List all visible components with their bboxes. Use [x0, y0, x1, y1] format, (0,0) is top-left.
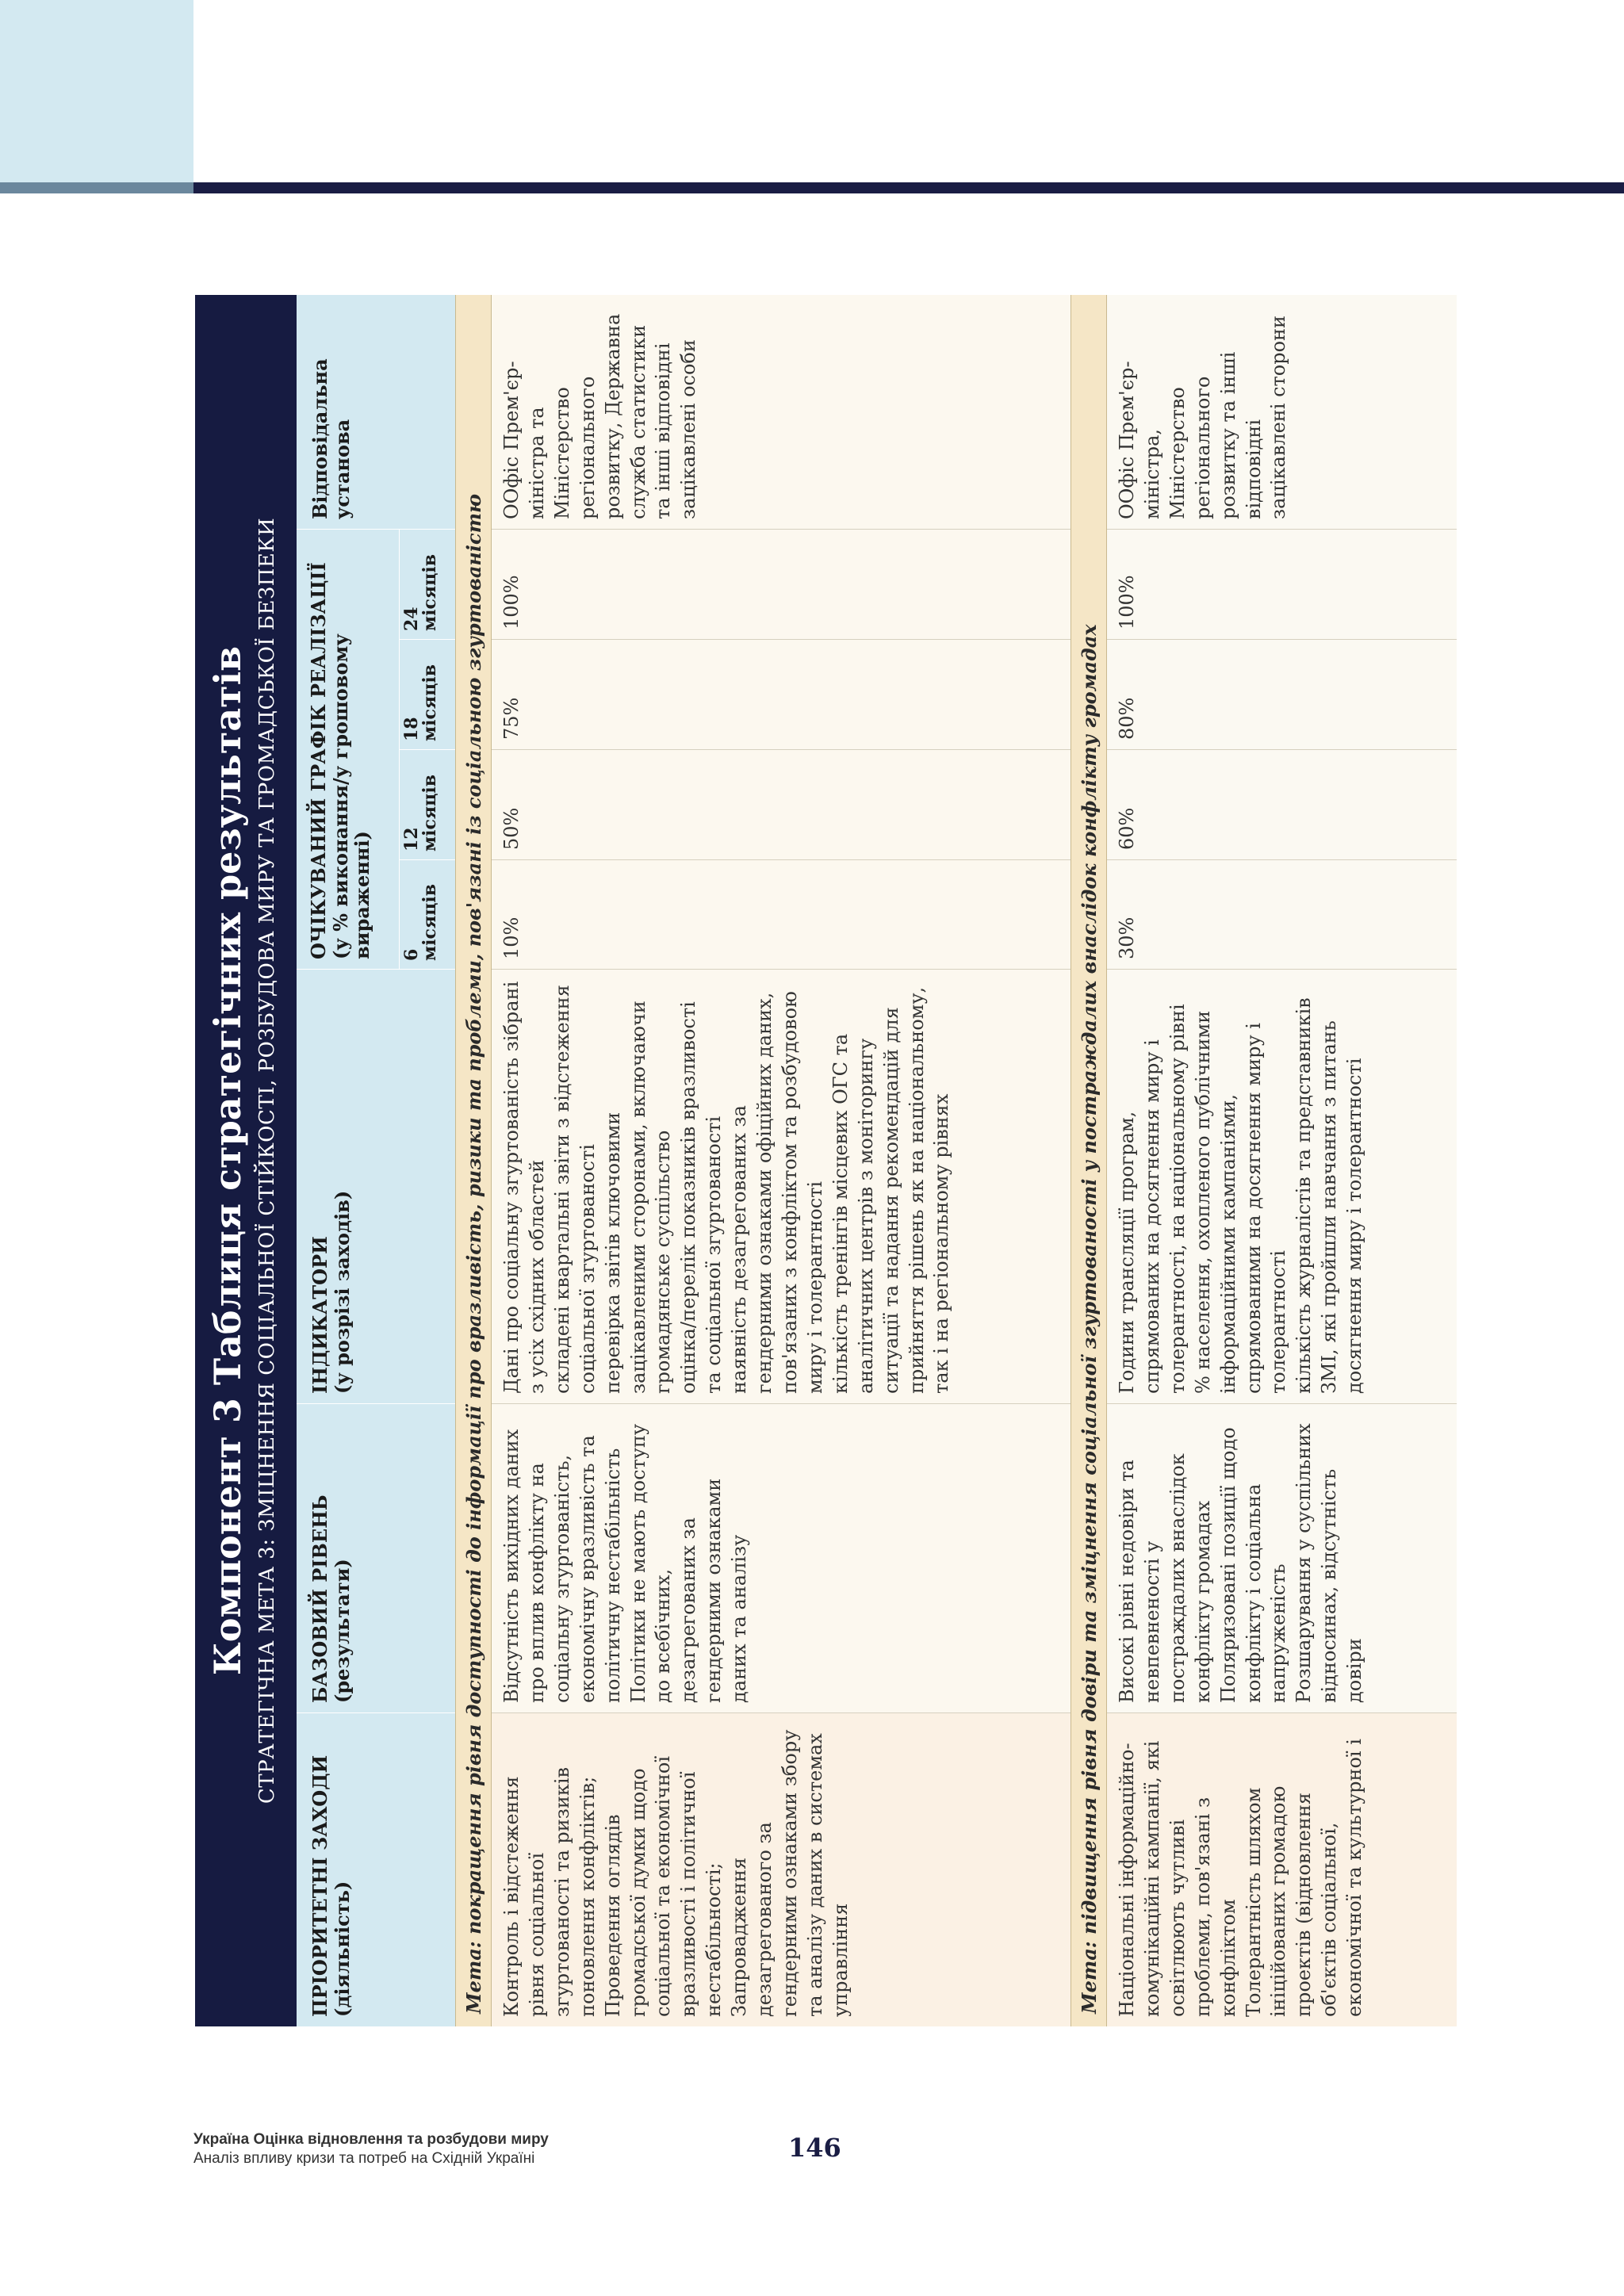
header-responsible: Відповідальна установа	[308, 358, 354, 519]
baseline-item: Відсутність вихідних даних про вплив конфлікту на соціальну згуртованість, економічну вразливість та політичну нестабільність	[500, 1429, 624, 1703]
table-row	[492, 295, 1071, 2026]
baseline-item: Політики не мають доступу до всебічних, дезагрегованих за гендерними ознаками даних та аналізу	[626, 1423, 751, 1703]
priority-item: Толерантність шляхом ініційованих громадою проектів (відновлення об'єктів соціальної, економічної та культурної і	[1242, 1739, 1366, 2017]
indicator-item: Дані про соціальну згуртованість зібрані з усіх східних областей	[500, 981, 548, 1394]
indicator-item: перевірка звітів ключовими зацікавленими сторонами, включаючи громадянське суспільство	[601, 1001, 675, 1394]
header-baseline-label: БАЗОВИЙ РІВЕНЬ	[308, 1494, 331, 1703]
header-schedule-label: ОЧІКУВАНИЙ ГРАФІК РЕАЛІЗАЦІЇ	[307, 562, 330, 959]
cell-responsible: ООфіс Прем'єр-міністра та Міністерство регіонального розвитку, Державна служба статистики та інші відповідні зацікавлені особи	[500, 313, 700, 519]
indicator-item: оцінка/перелік показників вразливості та соціальної згуртованості	[677, 1001, 726, 1394]
table-row	[1107, 295, 1457, 2026]
goal-row-1: Мета: покращення рівня доступності до інформації про вразливість, ризики та проблеми, пов'язані із соціальною згуртованістю	[455, 295, 492, 2026]
header-indicators-sub: (у розрізі заходів)	[330, 1190, 354, 1394]
priority-item: Проведення оглядів громадської думки щодо соціальної та економічної вразливості і політичної нестабільності;	[601, 1755, 726, 2017]
priority-item: Національні інформаційно-комунікаційні кампанії, які освітлюють чутливі проблеми, пов'язані з конфліктом	[1116, 1740, 1239, 2017]
header-indicators-label: ІНДИКАТОРИ	[308, 1236, 331, 1394]
header-indicators	[297, 969, 455, 1403]
header-schedule	[297, 529, 455, 969]
priority-item: Запровадження дезагрегованого за гендерними ознаками збору та аналізу даних в системах управління	[728, 1729, 852, 2017]
priority-item: Контроль і відстеження рівня соціальної згуртованості та ризиків поновлення конфліктів;	[500, 1766, 599, 2017]
cell-month-12: 60%	[1107, 749, 1457, 859]
cell-baseline	[1107, 1403, 1457, 1712]
baseline-item: Високі рівні недовіри та невпевненості у постраждалих внаслідок конфлікту громадах	[1116, 1453, 1214, 1703]
indicator-item: % населення, охопленого публічними інформаційними кампаніями, спрямованими на досягнення миру і толерантності	[1191, 1010, 1290, 1394]
header-month-12: 12 місяців	[400, 749, 455, 859]
indicator-item: кількість журналістів та представників ЗМІ, які пройшли навчання з питань досягнення миру і толерантності	[1293, 997, 1366, 1394]
baseline-item: Поляризовані позиції щодо конфлікту і соціальна напруженість	[1216, 1427, 1290, 1703]
table-title: Компонент 3 Таблиця стратегічних результатів	[206, 645, 249, 1676]
cell-month-6: 30%	[1107, 859, 1457, 969]
header-priority	[297, 1712, 455, 2026]
cell-responsible: ООфіс Прем'єр-міністра, Міністерство регіонального розвитку та інші відповідні зацікавлені сторони	[1116, 315, 1290, 519]
cell-month-18: 80%	[1107, 639, 1457, 749]
indicator-item: кількість тренінгів місцевих ОГС та аналітичних центрів з моніторингу ситуації та надання рекомендацій для прийняття рішень як на національному, так і на регіональному рівнях	[829, 986, 953, 1394]
header-priority-label: ПРІОРИТЕТНІ ЗАХОДИ	[308, 1755, 331, 2017]
header-bar-left	[0, 182, 193, 193]
strategic-results-table	[195, 295, 1457, 2026]
cell-priority	[1107, 1712, 1457, 2026]
cell-priority	[492, 1712, 1071, 2026]
header-month-24: 24 місяців	[400, 529, 455, 639]
cell-month-6: 10%	[492, 859, 1071, 969]
cell-baseline	[492, 1403, 1071, 1712]
header-schedule-sub: (у % виконання/у грошовому вираженні)	[328, 633, 374, 959]
header-month-18: 18 місяців	[400, 639, 455, 749]
cell-month-24: 100%	[1107, 529, 1457, 639]
cell-month-12: 50%	[492, 749, 1071, 859]
header-month-6: 6 місяців	[400, 859, 455, 969]
header-baseline-sub: (результати)	[330, 1559, 354, 1703]
table-subtitle: СТРАТЕГІЧНА МЕТА 3: ЗМІЦНЕННЯ СОЦІАЛЬНОЇ СТІЙКОСТІ, РОЗБУДОВА МИРУ ТА ГРОМАДСЬКОЇ БЕЗПЕКИ	[255, 517, 279, 1804]
column-header-row	[297, 295, 455, 2026]
indicator-item: наявність дезагрегованих за гендерними ознаками офіційних даних, пов'язаних з конфліктом та розбудовою миру і толерантності	[728, 991, 826, 1394]
rotated-table-frame	[195, 295, 1457, 2026]
cell-indicators	[492, 969, 1071, 1403]
indicator-item: Години трансляції програм, спрямованих на досягнення миру і толерантності, на національному рівні	[1116, 1004, 1189, 1394]
header-priority-sub: (діяльність)	[330, 1881, 354, 2017]
header-schedule-top	[297, 529, 400, 969]
table-title-band	[195, 295, 297, 2026]
footer-report-title: Україна Оцінка відновлення та розбудови миру	[193, 2131, 549, 2148]
cell-month-24: 100%	[492, 529, 1071, 639]
footer-report-subtitle: Аналіз впливу кризи та потреб на Східній Україні	[193, 2150, 535, 2167]
baseline-item: Розшарування у суспільних відносинах, відсутність довіри	[1293, 1423, 1366, 1703]
cell-indicators	[1107, 969, 1457, 1403]
header-baseline	[297, 1403, 455, 1712]
cell-month-18: 75%	[492, 639, 1071, 749]
header-bar-right	[193, 182, 1624, 193]
goal-row-2: Мета: підвищення рівня довіри та зміцнення соціальної згуртованості у постраждалих внаслідок конфлікту громадах	[1071, 295, 1107, 2026]
corner-accent-block	[0, 0, 193, 182]
page-number: 146	[788, 2133, 841, 2163]
indicator-item: складені квартальні звіти з відстеження соціальної згуртованості	[550, 985, 599, 1394]
